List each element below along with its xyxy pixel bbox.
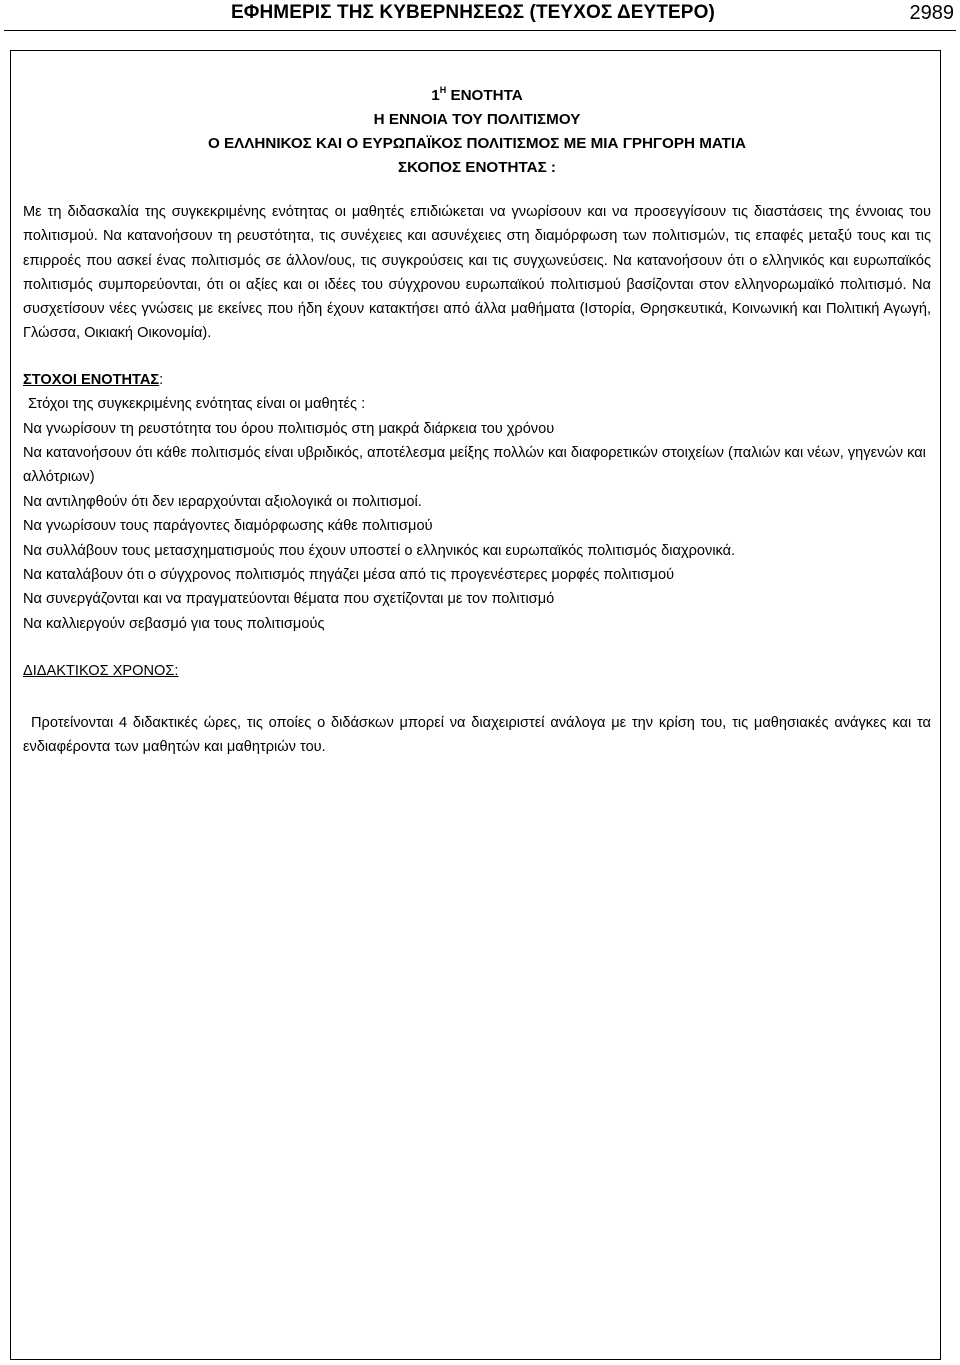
teaching-time-text: Προτείνονται 4 διδακτικές ώρες, τις οποίες ο διδάσκων μπορεί να διαχειριστεί ανάλογα με την κρίση του, τις μαθησιακές ανάγκες και τα ενδιαφέροντα των μαθητών και μαθητριών του. [23, 714, 931, 756]
purpose-heading: ΣΚΟΠΟΣ ΕΝΟΤΗΤΑΣ : [398, 159, 556, 176]
header-rule [4, 30, 956, 31]
section-unit-word: ΕΝΟΤΗΤΑ [450, 87, 523, 104]
gazette-title: ΕΦΗΜΕΡΙΣ ΤΗΣ ΚΥΒΕΡΝΗΣΕΩΣ (ΤΕΥΧΟΣ ΔΕΥΤΕΡΟ) [231, 2, 715, 23]
goal-item: Να καταλάβουν ότι ο σύγχρονος πολιτισμός πηγάζει μέσα από τις προγενέστερες μορφές πολιτισμού [23, 567, 675, 584]
purpose-paragraph: Με τη διδασκαλία της συγκεκριμένης ενότητας οι μαθητές επιδιώκεται να γνωρίσουν και να προσεγγίσουν τις διαστάσεις της έννοιας του πολιτισμού. Να κατανοήσουν τη ρευστότητα, τις συνέχειες και ασυνέχειες στη διαμόρφωση των πολιτισμών, τις επαφές μεταξύ τους και τις επιρροές που ασκεί ένας πολιτισμός σε άλλον/ους, τις συγκρούσεις και τις συγχωνεύσεις. Να κατανοήσουν ότι ο ελληνικός και ευρωπαϊκός πολιτισμός συμπορεύονται, ότι οι αξίες και οι ιδέες του σύγχρονου ευρωπαϊκού πολιτισμού βασίζονται στον ελληνορωμαϊκό πολιτισμό. Να συσχετίσουν νέες γνώσεις με εκείνες που ήδη έχουν κατακτήσει από άλλα μαθήματα (Ιστορία, Θρησκευτικά, Κοινωνική και Πολιτική Αγωγή, Γλώσσα, Οικιακή Οικονομία). [23, 204, 931, 342]
teaching-time-heading: ΔΙΔΑΚΤΙΚΟΣ ΧΡΟΝΟΣ: [23, 663, 179, 680]
section-number: 1 [431, 87, 440, 104]
section-title-1: Η ΕΝΝΟΙΑ ΤΟΥ ΠΟΛΙΤΙΣΜΟΥ [373, 111, 581, 128]
section-number-line [23, 78, 931, 108]
section-title-2: Ο ΕΛΛΗΝΙΚΟΣ ΚΑΙ Ο ΕΥΡΩΠΑΪΚΟΣ ΠΟΛΙΤΙΣΜΟΣ ΜΕ ΜΙΑ ΓΡΗΓΟΡΗ ΜΑΤΙΑ [207, 135, 747, 152]
goal-item: Να κατανοήσουν ότι κάθε πολιτισμός είναι υβριδικός, αποτέλεσμα μείξης πολλών και διαφορετικών στοιχείων (παλιών και νέων, γηγενών και αλλότριων) [23, 445, 926, 486]
goals-heading-line [23, 368, 931, 392]
goal-item: Να συνεργάζονται και να πραγματεύονται θέματα που σχετίζονται με τον πολιτισμό [23, 591, 555, 608]
goal-item: Να καλλιεργούν σεβασμό για τους πολιτισμούς [23, 615, 325, 632]
goals-heading-suffix: : [159, 371, 164, 388]
goal-item: Να αντιληφθούν ότι δεν ιεραρχούνται αξιολογικά οι πολιτισμοί. [23, 493, 422, 510]
page-header [0, 0, 960, 34]
goal-item: Να γνωρίσουν τη ρευστότητα του όρου πολιτισμός στη μακρά διάρκεια του χρόνου [23, 420, 555, 437]
goal-item: Να συλλάβουν τους μετασχηματισμούς που έχουν υποστεί ο ελληνικός και ευρωπαϊκός πολιτισμός διαχρονικά. [23, 542, 736, 559]
goal-item: Να γνωρίσουν τους παράγοντες διαμόρφωσης κάθε πολιτισμού [23, 518, 433, 535]
goals-heading: ΣΤΟΧΟΙ ΕΝΟΤΗΤΑΣ [23, 371, 160, 388]
section-superscript: Η [439, 85, 447, 95]
document-body [23, 78, 931, 759]
page-number: 2989 [909, 2, 954, 24]
goals-intro: Στόχοι της συγκεκριμένης ενότητας είναι οι μαθητές : [28, 396, 366, 413]
